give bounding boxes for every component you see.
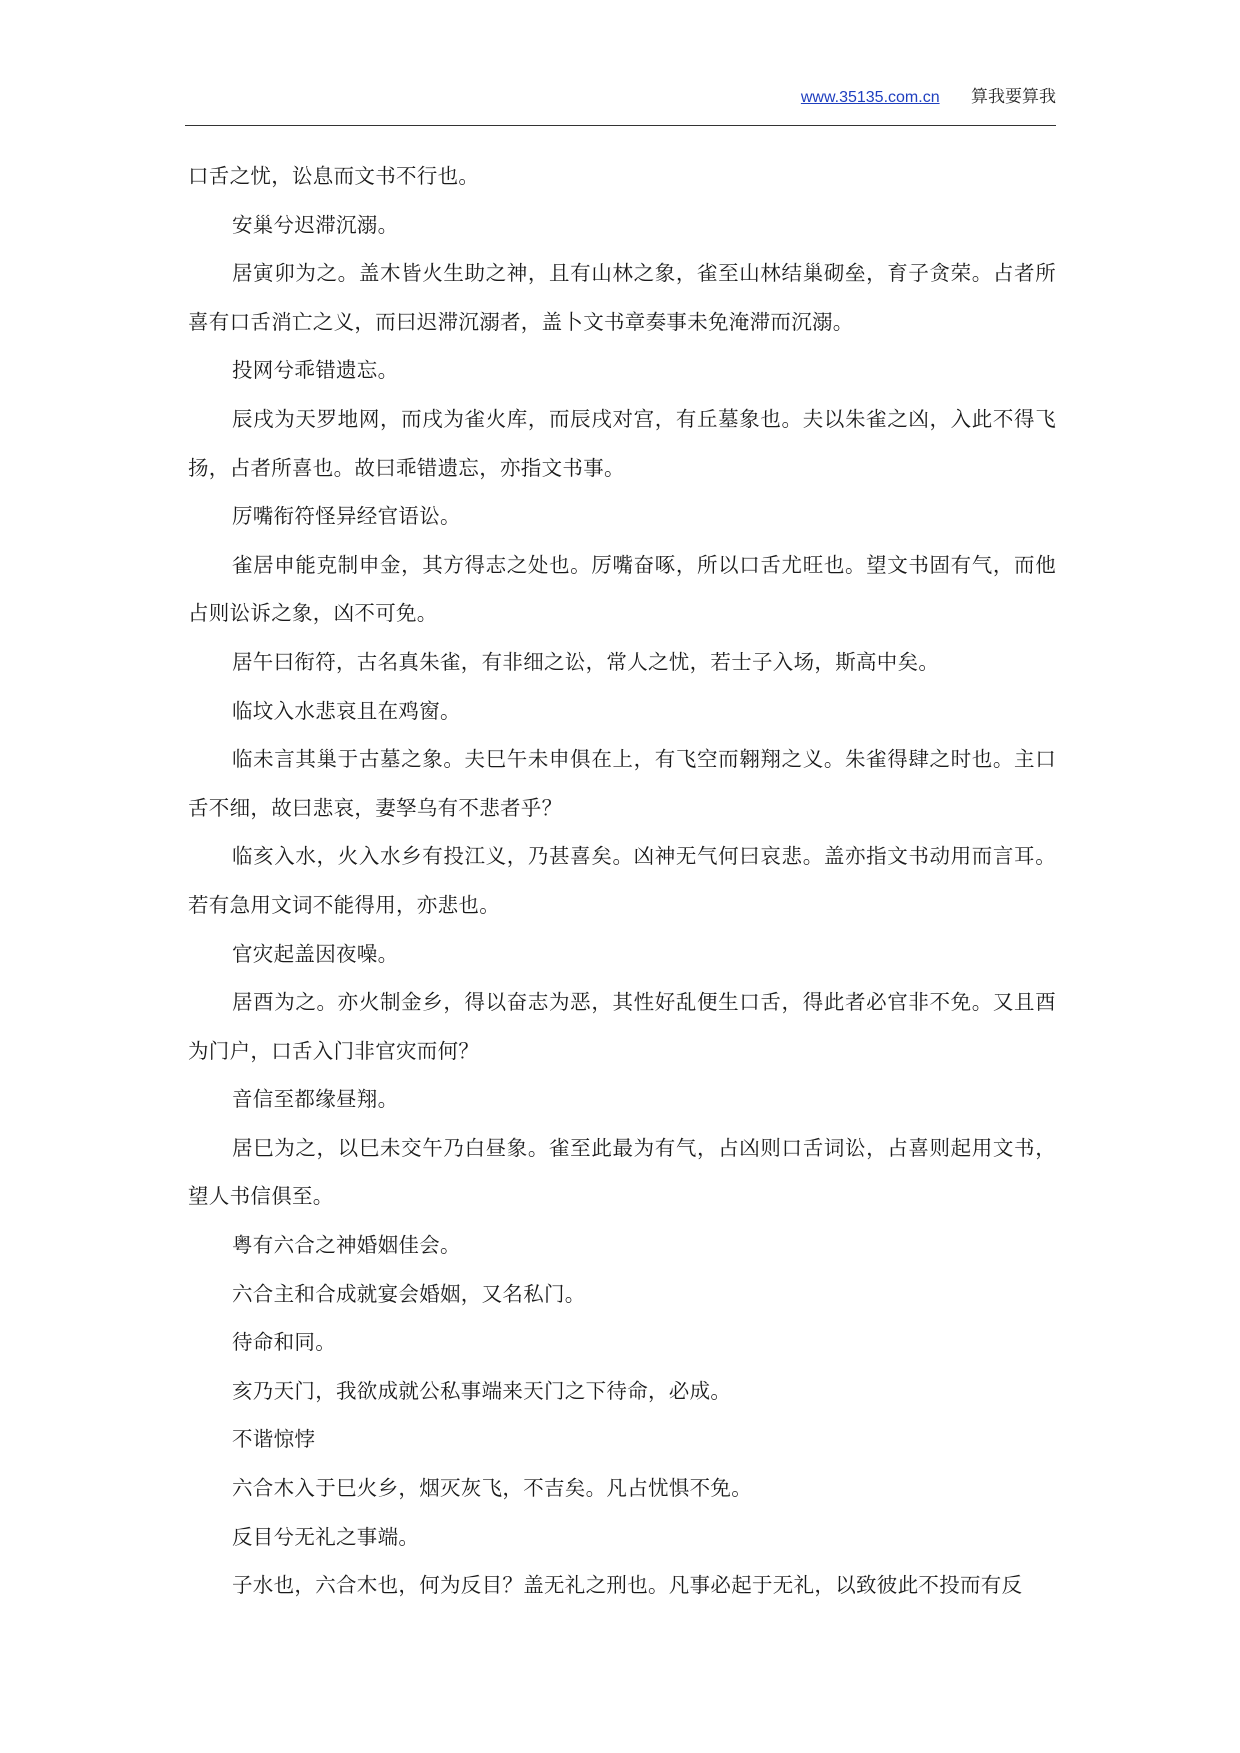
paragraph: 亥乃天门，我欲成就公私事端来天门之下待命，必成。 [232,1378,732,1403]
paragraph: 临未言其巢于古墓之象。夫巳午未申俱在上，有飞空而翱翔之义。朱雀得肆之时也。主口舌不细，故曰悲哀，妻孥乌有不悲者乎？ [188,747,1056,820]
paragraph: 临坟入水悲哀且在鸡窗。 [232,698,461,723]
paragraph: 临亥入水，火入水乡有投江义，乃甚喜矣。凶神无气何曰哀悲。盖亦指文书动用而言耳。若有急用文词不能得用，亦悲也。 [188,844,1056,917]
paragraph: 粤有六合之神婚姻佳会。 [232,1233,461,1258]
paragraph: 辰戌为天罗地网，而戌为雀火库，而辰戌对宫，有丘墓象也。夫以朱雀之凶，入此不得飞扬，占者所喜也。故曰乖错遗忘，亦指文书事。 [188,406,1056,480]
paragraph: 反目兮无礼之事端。 [232,1524,420,1549]
paragraph: 六合主和合成就宴会婚姻，又名私门。 [232,1281,586,1306]
paragraph: 音信至都缘昼翔。 [232,1087,399,1112]
site-link[interactable]: www.35135.com.cn [800,89,940,106]
paragraph: 居午曰衔符，古名真朱雀，有非细之讼，常人之忧，若士子入场，斯高中矣。 [232,649,940,674]
paragraph: 厉嘴衔符怪异经官语讼。 [232,504,461,529]
paragraph: 口舌之忧，讼息而文书不行也。 [188,164,480,188]
paragraph: 安巢兮迟滞沉溺。 [232,212,399,237]
header-rule [185,125,1056,126]
paragraph: 六合木入于巳火乡，烟灭灰飞，不吉矣。凡占忧惧不免。 [232,1476,752,1501]
brand-title: 算我要算我 [971,87,1056,107]
document-body [188,152,1056,1610]
paragraph: 居酉为之。亦火制金乡，得以奋志为恶，其性好乱便生口舌，得此者必官非不免。又且酉为门户，口舌入门非官灾而何？ [188,990,1056,1063]
paragraph: 不谐惊悖 [232,1427,316,1452]
paragraph: 投网兮乖错遗忘。 [232,358,399,383]
paragraph: 官灾起盖因夜噪。 [232,941,399,966]
paragraph: 雀居申能克制申金，其方得志之处也。厉嘴奋啄，所以口舌尤旺也。望文书固有气，而他占则讼诉之象，凶不可免。 [188,552,1056,626]
paragraph: 待命和同。 [232,1330,336,1355]
paragraph: 子水也，六合木也，何为反目？盖无礼之刑也。凡事必起于无礼，以致彼此不投而有反 [232,1573,1023,1598]
paragraph: 居寅卯为之。盖木皆火生助之神，且有山林之象，雀至山林结巢砌垒，育子贪荣。占者所喜有口舌消亡之义，而曰迟滞沉溺者，盖卜文书章奏事未免淹滞而沉溺。 [188,261,1056,334]
page-header [185,84,1056,110]
paragraph: 居巳为之，以巳未交午乃白昼象。雀至此最为有气，占凶则口舌词讼，占喜则起用文书，望人书信俱至。 [188,1135,1056,1209]
